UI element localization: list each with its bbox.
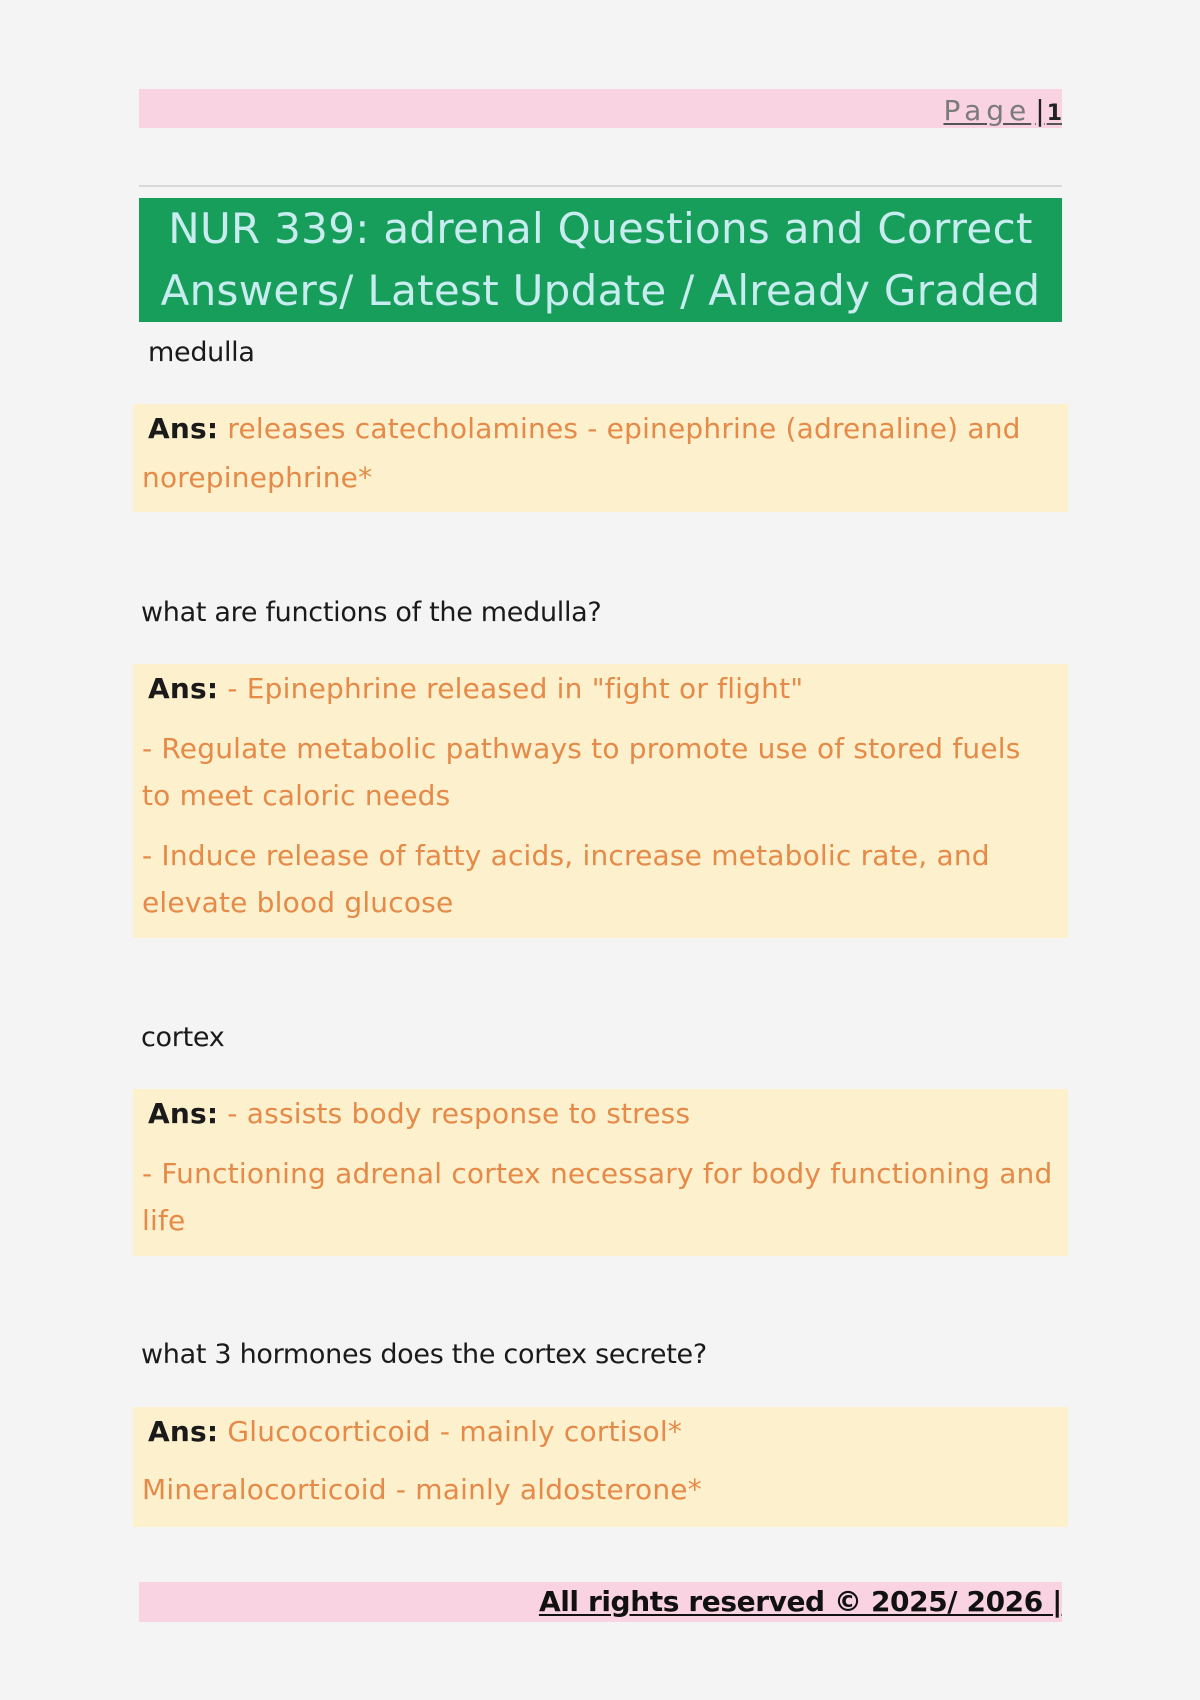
page-word: Page: [943, 94, 1032, 127]
answer-2-line-3: to meet caloric needs: [142, 779, 451, 812]
answer-label: Ans:: [148, 1097, 219, 1130]
answer-2-line-5: elevate blood glucose: [142, 886, 454, 919]
answer-4-line-2: Mineralocorticoid - mainly aldosterone*: [142, 1473, 702, 1506]
answer-2-line-1: [142, 672, 803, 705]
answer-text: - assists body response to stress: [227, 1097, 691, 1130]
answer-3-line-1: [142, 1097, 690, 1130]
answer-3-line-2: - Functioning adrenal cortex necessary for body functioning and: [142, 1157, 1053, 1190]
answer-2-line-4: - Induce release of fatty acids, increase metabolic rate, and: [142, 839, 990, 872]
title-line-1: NUR 339: adrenal Questions and Correct: [168, 204, 1033, 253]
question-3: cortex: [141, 1022, 225, 1053]
page-header: [139, 89, 1062, 128]
question-4: what 3 hormones does the cortex secrete?: [141, 1339, 707, 1370]
answer-1-line-1: [142, 412, 1021, 445]
answer-3-line-3: life: [142, 1204, 186, 1237]
answer-box-4: [133, 1407, 1068, 1527]
page-footer: [139, 1582, 1062, 1622]
answer-text: Glucocorticoid - mainly cortisol*: [227, 1415, 683, 1448]
page-number: 1: [1046, 101, 1062, 126]
answer-2-line-2: - Regulate metabolic pathways to promote use of stored fuels: [142, 732, 1021, 765]
answer-label: Ans:: [148, 1415, 219, 1448]
answer-4-line-1: [142, 1415, 682, 1448]
answer-text: releases catecholamines - epinephrine (adrenaline) and: [227, 412, 1021, 445]
question-2: what are functions of the medulla?: [141, 597, 602, 628]
answer-label: Ans:: [148, 412, 219, 445]
answer-text: - Epinephrine released in "fight or flight": [227, 672, 804, 705]
copyright-notice: All rights reserved © 2025/ 2026 |: [538, 1585, 1062, 1618]
title-line-2: Answers/ Latest Update / Already Graded: [160, 266, 1041, 315]
document-title: [161, 198, 1041, 322]
answer-label: Ans:: [148, 672, 219, 705]
document-title-box: [139, 198, 1062, 322]
page-separator: |: [1035, 94, 1045, 127]
answer-box-3: [133, 1089, 1068, 1256]
answer-1-line-2: norepinephrine*: [142, 461, 373, 494]
answer-box-1: [133, 404, 1068, 512]
question-1: medulla: [148, 337, 255, 368]
page-number-label: [943, 94, 1062, 127]
answer-box-2: [133, 664, 1068, 938]
header-rule: [139, 185, 1062, 187]
